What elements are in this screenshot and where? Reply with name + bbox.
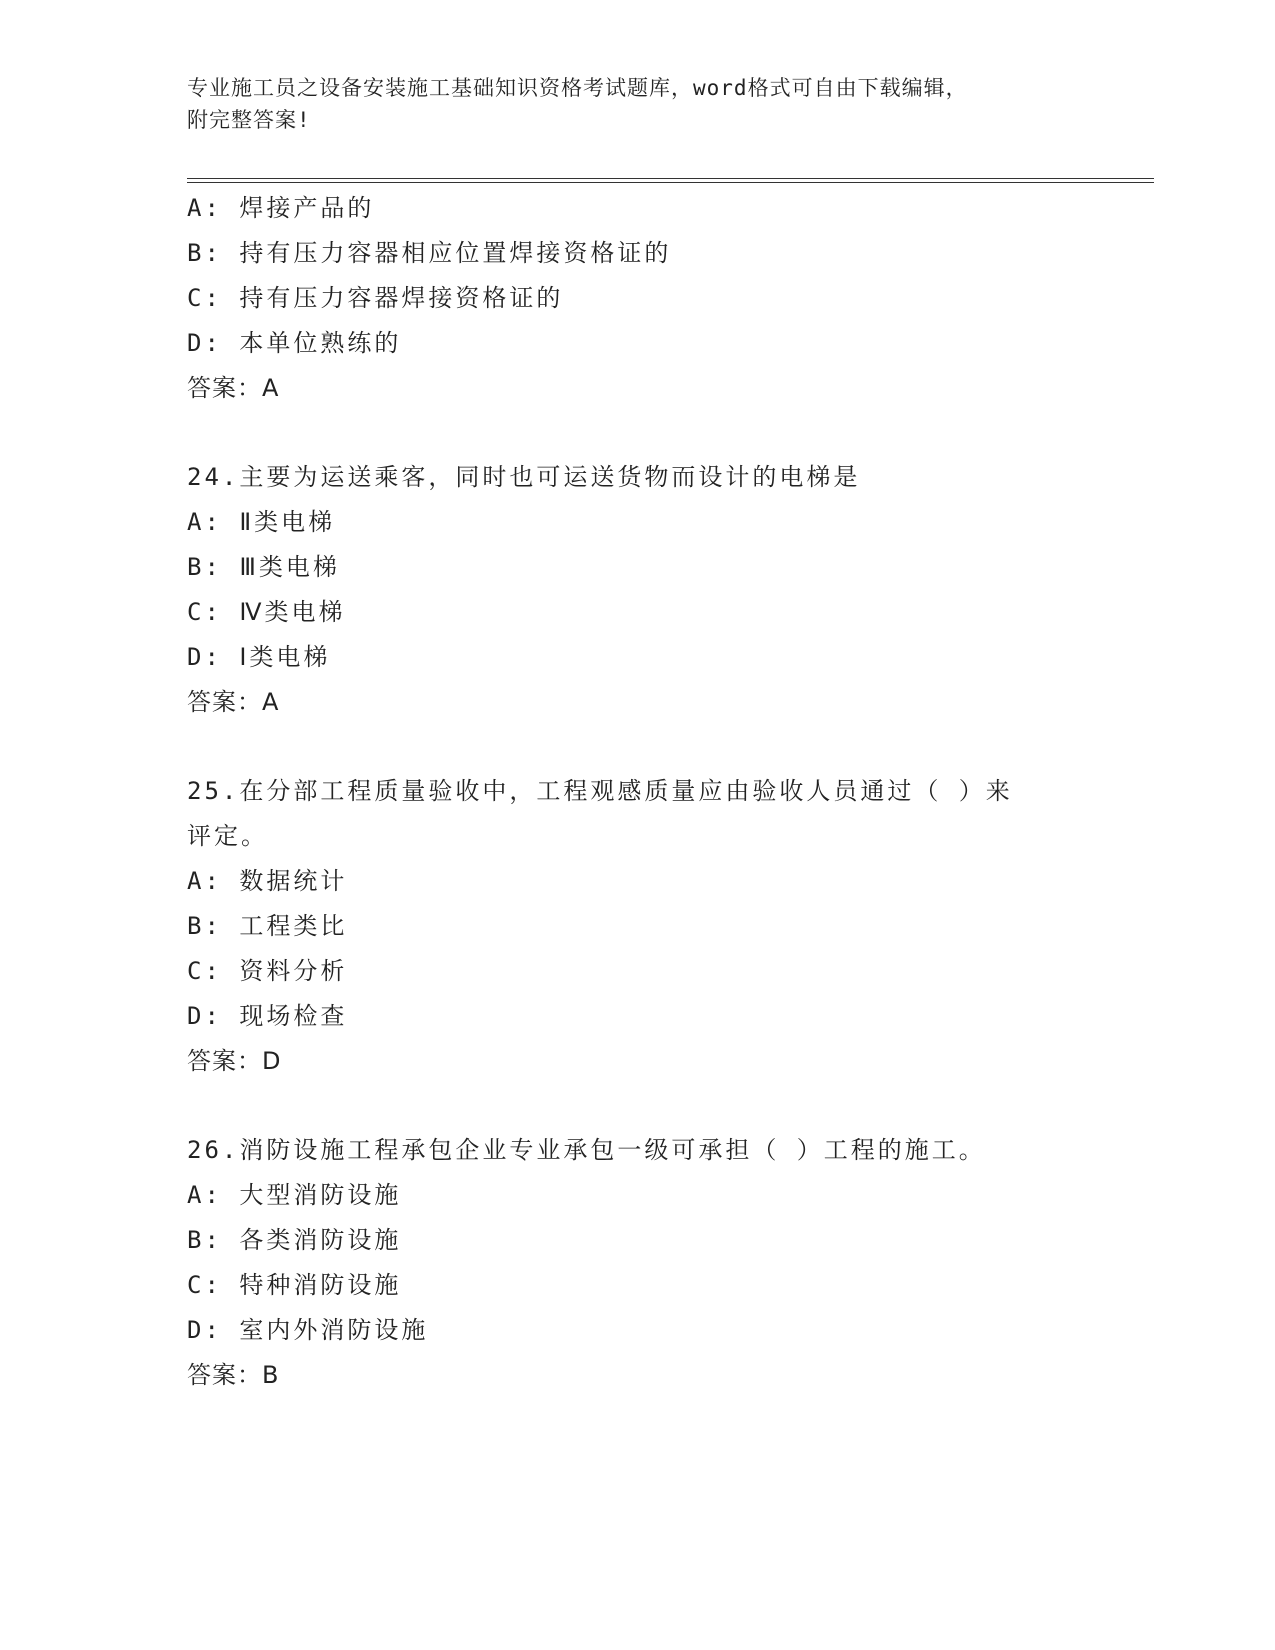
header-line-2: 附完整答案! bbox=[187, 108, 311, 132]
q25-stem-line-1: 25.在分部工程质量验收中，工程观感质量应由验收人员通过（ ）来 bbox=[187, 777, 1013, 805]
q25-answer: 答案：D bbox=[187, 1047, 282, 1075]
q25-option-b: B: 工程类比 bbox=[187, 912, 348, 940]
q26-option-b: B: 各类消防设施 bbox=[187, 1226, 402, 1254]
q23-answer: 答案：A bbox=[187, 374, 280, 402]
q26-answer: 答案：B bbox=[187, 1361, 280, 1389]
q25-option-d: D: 现场检查 bbox=[187, 1002, 348, 1030]
q25-option-a: A: 数据统计 bbox=[187, 867, 348, 895]
q26-option-d: D: 室内外消防设施 bbox=[187, 1316, 429, 1344]
header-divider-bottom bbox=[187, 182, 1154, 183]
header-line-1: 专业施工员之设备安装施工基础知识资格考试题库，word格式可自由下载编辑， bbox=[187, 76, 968, 100]
q26-option-a: A: 大型消防设施 bbox=[187, 1181, 402, 1209]
q23-option-d: D: 本单位熟练的 bbox=[187, 329, 402, 357]
q25-option-c: C: 资料分析 bbox=[187, 957, 348, 985]
header-divider-top bbox=[187, 178, 1154, 179]
q26-option-c: C: 特种消防设施 bbox=[187, 1271, 402, 1299]
q23-option-b: B: 持有压力容器相应位置焊接资格证的 bbox=[187, 239, 672, 267]
q24-option-a: A: Ⅱ类电梯 bbox=[187, 508, 336, 536]
q23-option-c: C: 持有压力容器焊接资格证的 bbox=[187, 284, 564, 312]
q24-stem: 24.主要为运送乘客，同时也可运送货物而设计的电梯是 bbox=[187, 463, 861, 491]
q25-stem-line-2: 评定。 bbox=[187, 822, 268, 850]
q24-option-c: C: Ⅳ类电梯 bbox=[187, 598, 346, 626]
q24-option-d: D: Ⅰ类电梯 bbox=[187, 643, 331, 671]
q24-answer: 答案：A bbox=[187, 688, 280, 716]
q23-option-a: A: 焊接产品的 bbox=[187, 194, 375, 222]
q26-stem: 26.消防设施工程承包企业专业承包一级可承担（ ）工程的施工。 bbox=[187, 1136, 986, 1164]
q24-option-b: B: Ⅲ类电梯 bbox=[187, 553, 340, 581]
document-header bbox=[187, 72, 1087, 136]
